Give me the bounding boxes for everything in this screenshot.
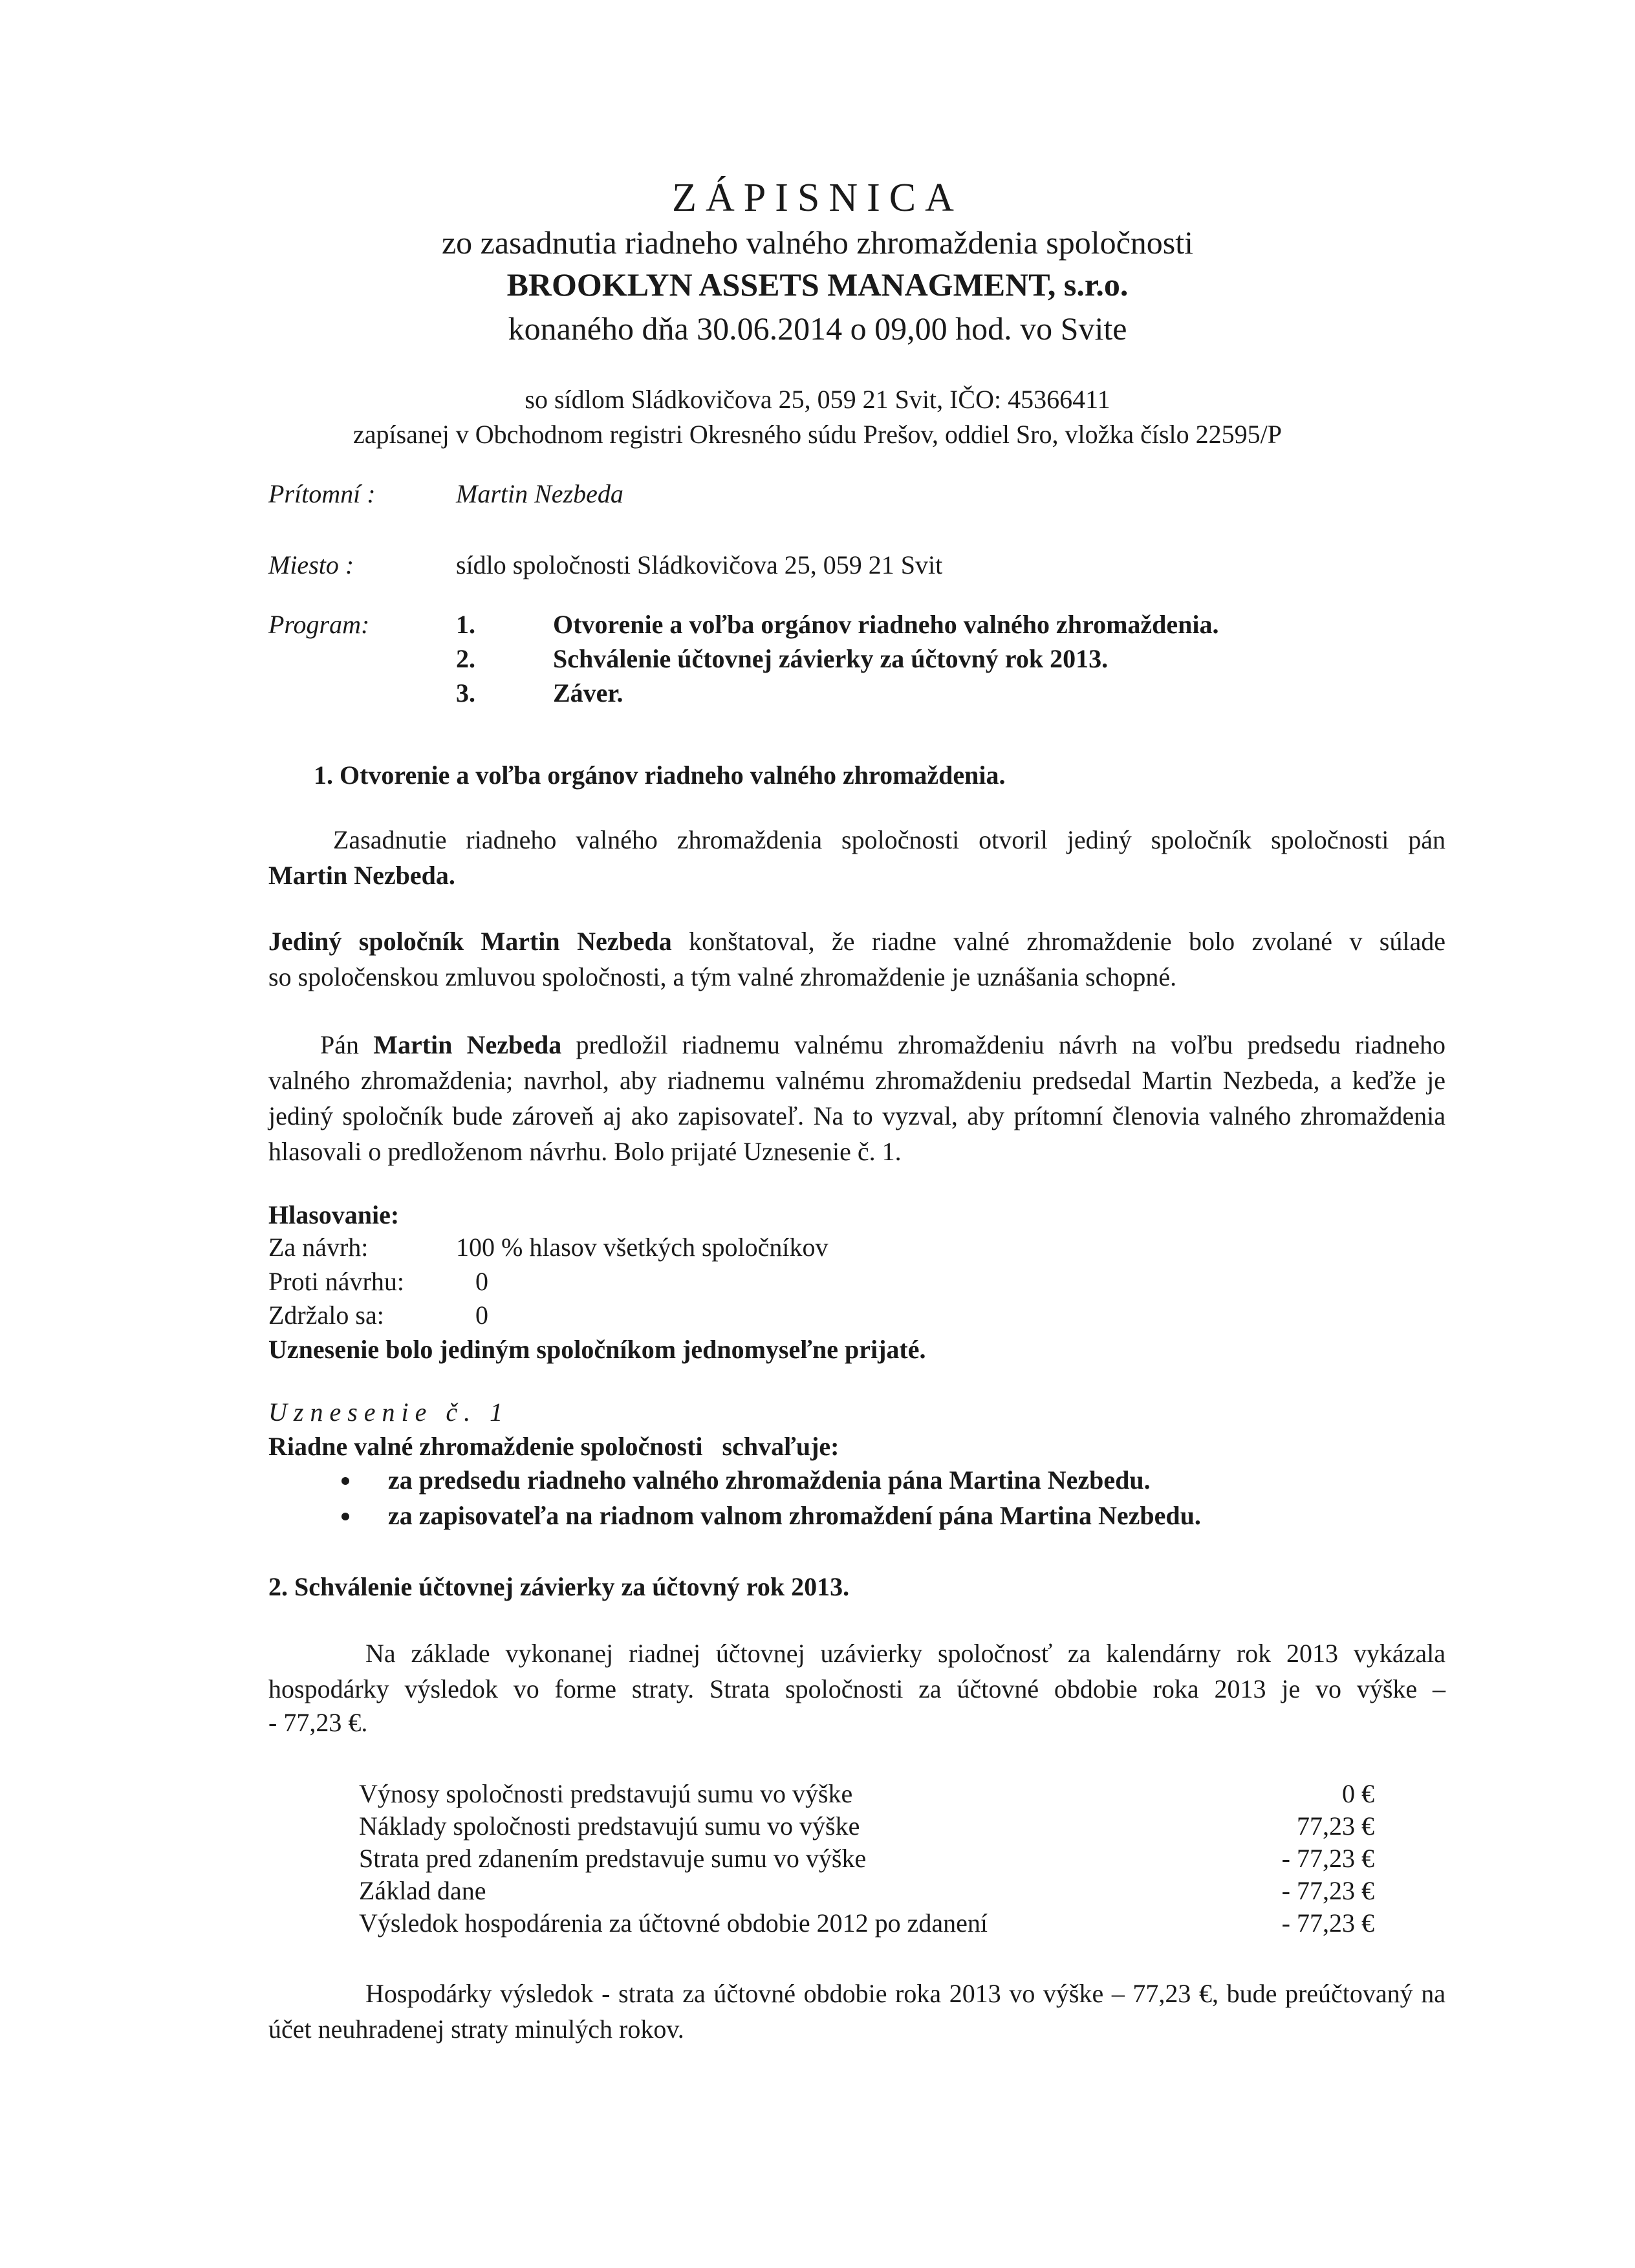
paragraph-1-name: Martin Nezbeda.: [268, 861, 455, 890]
program-item-1-number: 1.: [456, 610, 475, 639]
vote-abstain-value: 0: [475, 1301, 488, 1330]
voting-heading: Hlasovanie:: [268, 1200, 400, 1229]
section-1-paragraph-3: [268, 1027, 1446, 1169]
company-register: zapísanej v Obchodnom registri Okresného súdu Prešov, oddiel Sro, vložka číslo 22595/P: [352, 420, 1283, 449]
vote-for-value: 100 % hlasov všetkých spoločníkov: [456, 1233, 828, 1262]
finance-row-value: - 77,23 €: [1281, 1908, 1374, 1938]
voting-result: Uznesenie bolo jediným spoločníkom jednomyseľne prijaté.: [268, 1335, 926, 1364]
vote-against-value: 0: [475, 1267, 488, 1296]
section-2-paragraph-1-line-2: hospodárky výsledok vo forme straty. Strata spoločnosti za účtovné obdobie roka 2013 je vo výške –: [268, 1674, 1446, 1703]
bullet-1-marker: [341, 1476, 349, 1488]
program-item-3-text: Záver.: [553, 678, 623, 707]
place-label: Miesto :: [268, 550, 354, 579]
section-1-heading: 1. Otvorenie a voľba orgánov riadneho valného zhromaždenia.: [314, 761, 1006, 790]
program-item-2-number: 2.: [456, 644, 475, 673]
paragraph-2-line-2: so spoločenskou zmluvou spoločnosti, a tým valné zhromaždenie je uznášania schopné.: [268, 962, 1177, 991]
section-2-paragraph-1-line-3: - 77,23 €.: [268, 1708, 368, 1737]
program-item-2-text: Schválenie účtovnej závierky za účtovný rok 2013.: [553, 644, 1109, 673]
finance-row-label: Náklady spoločnosti predstavujú sumu vo výške: [359, 1811, 860, 1841]
bullet-2-marker: [341, 1512, 349, 1524]
bullet-dot-icon: [341, 1477, 349, 1485]
title-subline: zo zasadnutia riadneho valného zhromaždenia spoločnosti: [441, 224, 1194, 261]
vote-against-label: Proti návrhu:: [268, 1267, 404, 1296]
section-2-paragraph-1-line-1: Na základe vykonanej riadnej účtovnej uzávierky spoločnosť za kalendárny rok 2013 vykázala: [365, 1639, 1446, 1668]
bullet-dot-icon: [341, 1513, 349, 1520]
resolution-1-title: Uznesenie č. 1: [268, 1398, 510, 1427]
section-1-paragraph-2: [268, 926, 1446, 957]
present-value: Martin Nezbeda: [456, 479, 623, 508]
program-item-3-number: 3.: [456, 678, 475, 707]
paragraph-3-name: Martin Nezbeda: [373, 1030, 562, 1059]
finance-row-value: 0 €: [1342, 1779, 1374, 1808]
meeting-date: konaného dňa 30.06.2014 o 09,00 hod. vo Svite: [508, 310, 1127, 347]
program-label: Program:: [268, 610, 370, 639]
paragraph-2-text: konštatoval, že riadne valné zhromaždenie bolo zvolané v súlade: [671, 927, 1446, 956]
section-2-heading: 2. Schválenie účtovnej závierky za účtovný rok 2013.: [268, 1572, 850, 1601]
finance-row-label: Výnosy spoločnosti predstavujú sumu vo výške: [359, 1779, 853, 1808]
vote-abstain-label: Zdržalo sa:: [268, 1301, 384, 1330]
finance-row-label: Základ dane: [359, 1876, 486, 1905]
finance-row-value: - 77,23 €: [1281, 1876, 1374, 1905]
company-name: BROOKLYN ASSETS MANAGMENT, s.r.o.: [506, 266, 1129, 303]
finance-row-value: 77,23 €: [1297, 1811, 1374, 1841]
paragraph-2-bold: Jediný spoločník Martin Nezbeda: [268, 927, 672, 956]
vote-for-label: Za návrh:: [268, 1233, 369, 1262]
company-seat: so sídlom Sládkovičova 25, 059 21 Svit, IČO: 45366411: [525, 385, 1110, 414]
finance-row-label: Výsledok hospodárenia za účtovné obdobie 2012 po zdanení: [359, 1908, 988, 1938]
resolution-1-bullet-1: za predsedu riadneho valného zhromaždenia pána Martina Nezbedu.: [388, 1465, 1151, 1495]
present-label: Prítomní :: [268, 479, 376, 508]
paragraph-3-text: predložil riadnemu valnému zhromaždeniu návrh na voľbu predsedu riadneho valného zhromaždenia; navrhol, aby riadnemu valnému zhromaždeniu predsedal Martin Nezbeda, a keďže je jediný spoločník bude zároveň aj ako zapisovateľ. Na to vyzval, aby prítomní členovia valného zhromaždenia hlasovali o predloženom návrhu. Bolo prijaté Uznesenie č. 1.: [268, 1030, 1446, 1166]
finance-row-label: Strata pred zdanením predstavuje sumu vo výške: [359, 1844, 867, 1873]
document-title: ZÁPISNICA: [672, 176, 963, 220]
resolution-1-bullet-2: za zapisovateľa na riadnom valnom zhromaždení pána Martina Nezbedu.: [388, 1501, 1201, 1530]
paragraph-3-pre: Pán: [320, 1030, 374, 1059]
section-2-paragraph-2: Hospodárky výsledok - strata za účtovné obdobie roka 2013 vo výške – 77,23 €, bude preúčtovaný na účet neuhradenej straty minulých rokov.: [268, 1979, 1446, 2044]
finance-row-value: - 77,23 €: [1281, 1844, 1374, 1873]
place-value: sídlo spoločnosti Sládkovičova 25, 059 21 Svit: [456, 550, 943, 579]
program-item-1-text: Otvorenie a voľba orgánov riadneho valného zhromaždenia.: [553, 610, 1219, 639]
resolution-1-lead: Riadne valné zhromaždenie spoločnosti schvaľuje:: [268, 1432, 839, 1461]
paragraph-1-text: Zasadnutie riadneho valného zhromaždenia spoločnosti otvoril jediný spoločník spoločnosti pán: [333, 825, 1446, 854]
section-1-paragraph-1: [268, 825, 1446, 856]
